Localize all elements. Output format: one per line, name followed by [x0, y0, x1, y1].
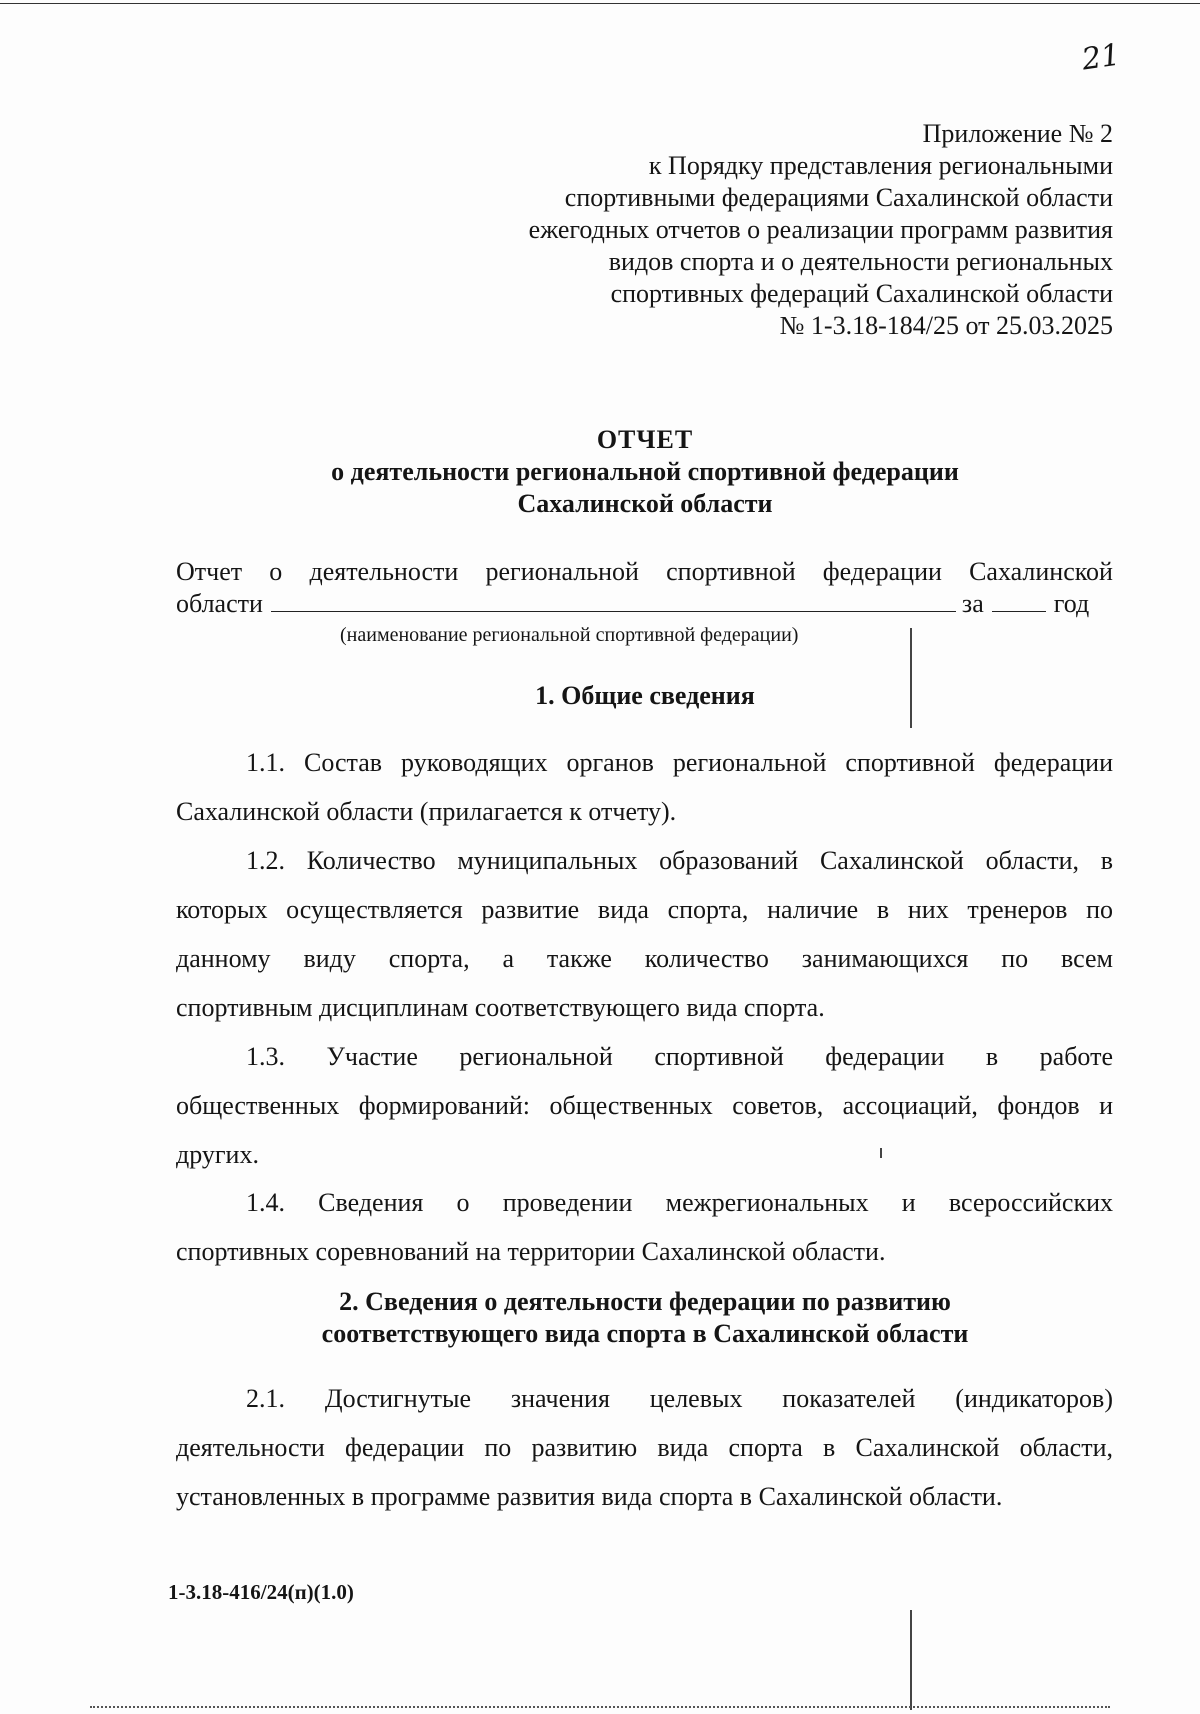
title-line-subject: о деятельности региональной спортивной федерации [331, 457, 959, 486]
paragraph-line: спортивным дисциплинам соответствующего вида спорта. [176, 993, 825, 1022]
federation-name-blank[interactable] [271, 589, 956, 612]
paragraph-line: 1.2. Количество муниципальных образований Сахалинской области, в [246, 846, 1113, 875]
title-line-report: ОТЧЕТ [596, 425, 694, 454]
paragraph-line: Сахалинской области (прилагается к отчету). [176, 797, 677, 826]
scan-artifact-mark [910, 1610, 912, 1710]
paragraph-line: установленных в программе развития вида спорта в Сахалинской области. [176, 1482, 1003, 1511]
appendix-line: спортивными федерациями Сахалинской области [564, 183, 1113, 212]
intro-word: спортивной [666, 557, 796, 586]
intro-line [176, 588, 1113, 620]
intro-god: год [1053, 589, 1090, 618]
year-blank[interactable] [992, 589, 1046, 612]
intro-word: федерации [822, 557, 942, 586]
intro-word: деятельности [309, 557, 459, 586]
intro-word: о [269, 557, 283, 586]
title-line-region: Сахалинской области [517, 489, 773, 518]
paragraph-line: данному виду спорта, а также количество занимающихся по всем [176, 944, 1113, 973]
appendix-line: Приложение № 2 [922, 119, 1113, 148]
appendix-line: к Порядку представления региональными [648, 151, 1113, 180]
intro-za: за [961, 589, 984, 618]
report-intro-form [176, 556, 1113, 620]
scan-bottom-edge-line [90, 1706, 1110, 1708]
scan-artifact-mark [910, 628, 912, 728]
intro-word: региональной [485, 557, 639, 586]
paragraph-line: деятельности федерации по развитию вида спорта в Сахалинской области, [176, 1433, 1113, 1462]
intro-oblasti: области [176, 589, 263, 618]
handwritten-page-number: 21 [1079, 37, 1123, 78]
section-2-heading-line: соответствующего вида спорта в Сахалинской области [321, 1319, 969, 1348]
intro-word: Сахалинской [969, 557, 1113, 586]
scan-artifact-mark [880, 1148, 882, 1158]
paragraph-1-2 [176, 836, 1113, 1032]
intro-line [176, 556, 1113, 588]
appendix-line: спортивных федераций Сахалинской области [610, 279, 1113, 308]
paragraph-line: 1.1. Состав руководящих органов региональной спортивной федерации [246, 748, 1113, 777]
federation-name-caption: (наименование региональной спортивной федерации) [340, 624, 799, 646]
paragraph-1-1 [176, 738, 1113, 836]
section-2-heading-line: 2. Сведения о деятельности федерации по развитию [339, 1287, 951, 1316]
paragraph-2-1 [176, 1374, 1113, 1521]
paragraph-1-3 [176, 1032, 1113, 1179]
appendix-header [380, 118, 1113, 342]
paragraph-line: спортивных соревнований на территории Сахалинской области. [176, 1237, 886, 1266]
document-footer-code: 1-3.18-416/24(п)(1.0) [168, 1580, 354, 1604]
appendix-line: видов спорта и о деятельности региональных [608, 247, 1113, 276]
paragraph-line: общественных формирований: общественных советов, ассоциаций, фондов и [176, 1091, 1113, 1120]
paragraph-line: 1.3. Участие региональной спортивной федерации в работе [246, 1042, 1113, 1071]
appendix-line: № 1-3.18-184/25 от 25.03.2025 [779, 311, 1113, 340]
paragraph-line: 2.1. Достигнутые значения целевых показателей (индикаторов) [246, 1384, 1113, 1413]
scan-top-edge-line [0, 3, 1200, 4]
paragraph-line: которых осуществляется развитие вида спорта, наличие в них тренеров по [176, 895, 1113, 924]
paragraph-line: других. [176, 1140, 259, 1169]
section-1-heading: 1. Общие сведения [535, 681, 755, 710]
document-title [0, 424, 1200, 520]
paragraph-line: 1.4. Сведения о проведении межрегиональных и всероссийских [246, 1188, 1113, 1217]
paragraph-1-4 [176, 1178, 1113, 1276]
appendix-line: ежегодных отчетов о реализации программ развития [528, 215, 1113, 244]
intro-word: Отчет [176, 557, 243, 586]
section-2-heading [0, 1286, 1200, 1350]
